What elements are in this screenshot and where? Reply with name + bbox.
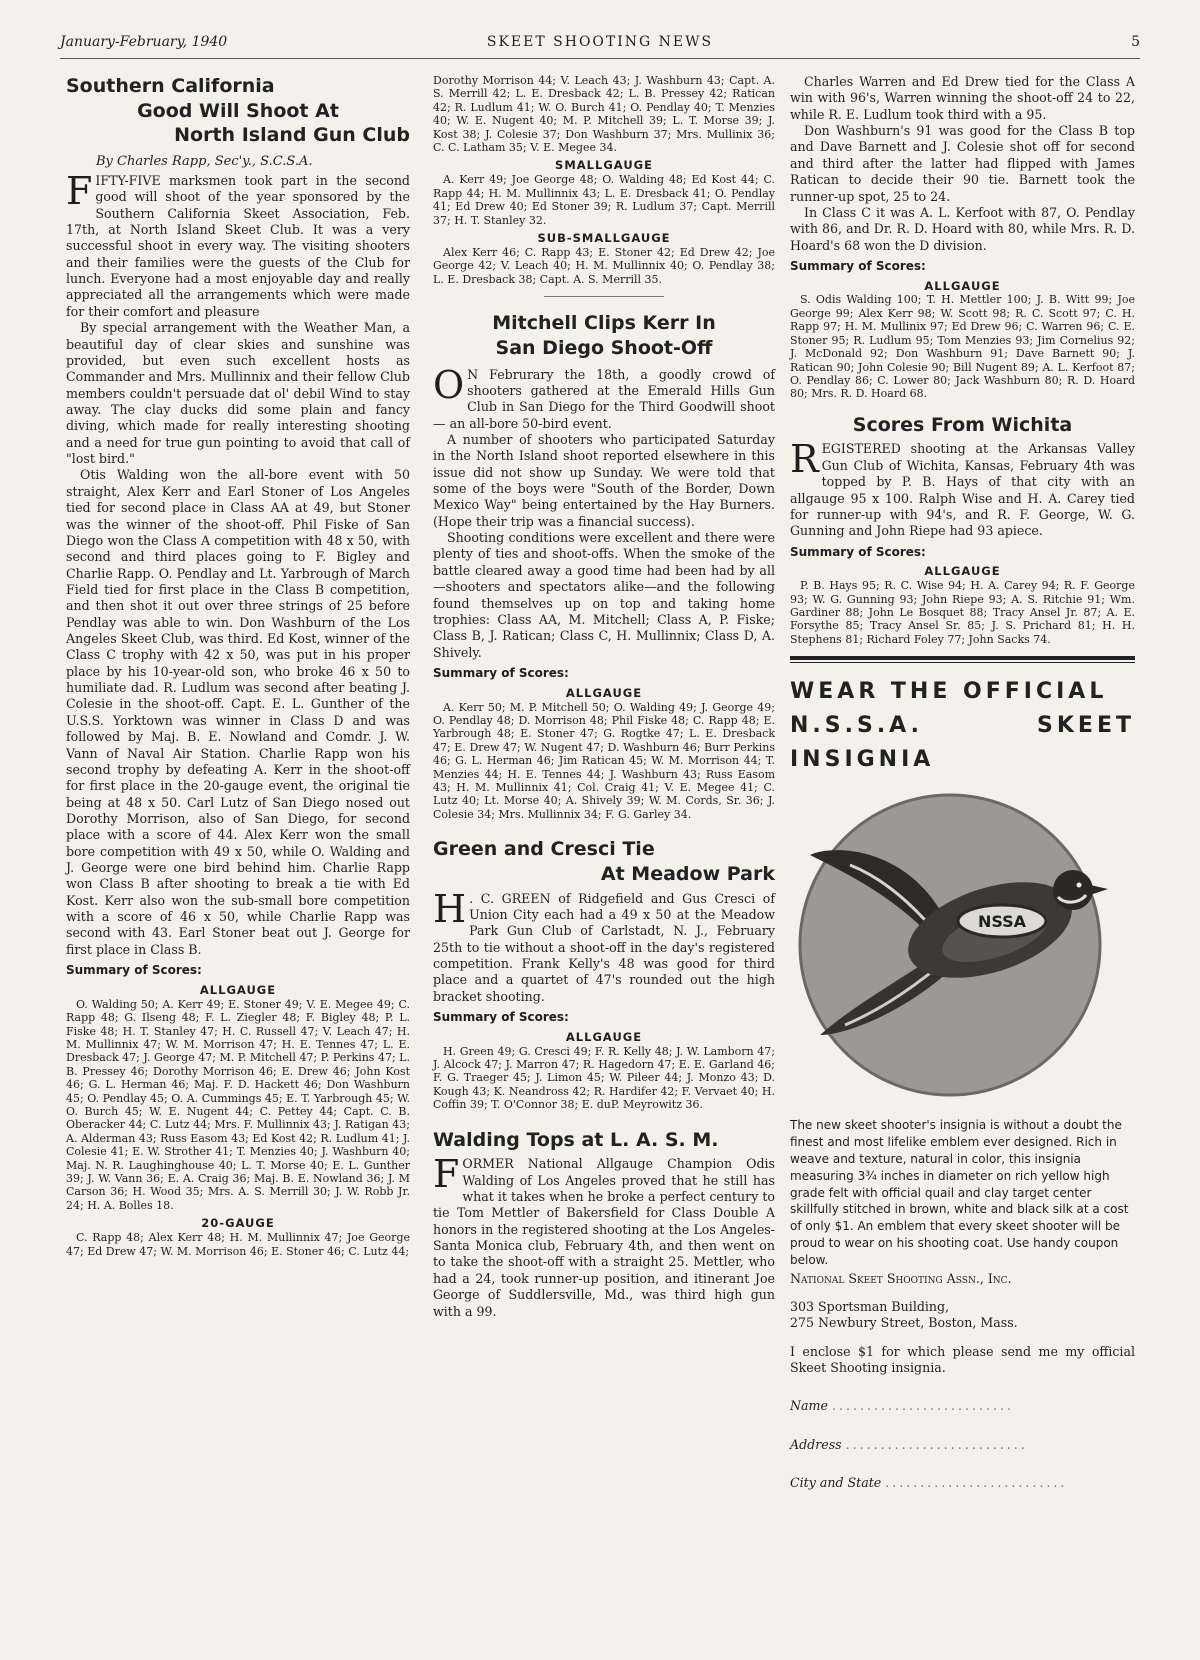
- headline-line-1: Mitchell Clips Kerr In: [492, 312, 716, 335]
- article-paragraph: [433, 362, 775, 432]
- article-wichita-headline: Scores From Wichita: [852, 413, 1073, 436]
- summary-heading: Summary of Scores:: [790, 258, 926, 273]
- lead-caps: IFTY-FIVE: [95, 172, 161, 188]
- lead-caps: EGISTERED: [821, 441, 901, 457]
- column-2: [433, 74, 775, 1320]
- field-dots: ..........................: [831, 1398, 1015, 1414]
- article-paragraph: [433, 1152, 775, 1320]
- page-header: [60, 34, 1140, 56]
- score-list: P. B. Hays 95; R. C. Wise 94; H. A. Carey 94; R. F. George 93; W. G. Gunning 93; John Riepe 93; A. S. Ritchie 91; Wm. Gardiner 88; John Le Bosquet 88; Tracy Ansel Jr. 87; A. E. Forsythe 85; Tracy Ansel Sr. 85; J. S. Prichard 81; H. H. Stephens 81; Richard Foley 77; John Sacks 74.: [790, 579, 1135, 646]
- coupon-name-field[interactable]: [790, 1398, 1135, 1414]
- issue-date: January-February, 1940: [60, 34, 228, 50]
- column-3: [790, 74, 1135, 1491]
- quail-emblem-icon: [790, 785, 1135, 1105]
- article-paragraph: Charles Warren and Ed Drew tied for the Class A win with 96's, Warren winning the shoot-off 24 to 22, while R. E. Ludlum took third with a 95.: [790, 74, 1135, 122]
- publication-name: SKEET SHOOTING NEWS: [486, 34, 714, 50]
- article-paragraph: In Class C it was A. L. Kerfoot with 87, O. Pendlay with 86, and Dr. R. D. Hoard with 80, while Mrs. R. D. Hoard's 68 won the D division.: [790, 204, 1135, 253]
- category-label: ALLGAUGE: [924, 564, 1001, 579]
- ad-organization: National Skeet Shooting Assn., Inc.: [790, 1270, 1012, 1286]
- category-label: ALLGAUGE: [199, 982, 277, 997]
- headline-line-1: Southern California: [66, 75, 275, 97]
- paragraph-text: marksmen took part in the second good will shoot of the year sponsored by the Southern California Skeet Association, Feb. 17th, at North Island Skeet Club. It was a very successful shoot in every way. The visiting shooters and their families were the guests of the Club for lunch. Everyone had a most enjoyable day and really appreciated all the arrangements which were made for their comfort and pleasure: [66, 172, 410, 319]
- header-rule: [60, 58, 1140, 59]
- field-dots: ..........................: [845, 1436, 1028, 1452]
- article-paragraph: A number of shooters who participated Saturday in the North Island shoot reported elsewhere in this issue did not show up Sunday. We were told that some of the boys were "South of the Border, Down Mexico Way" being entertained by the Hay Burners. (Hope their trip was a financial success).: [433, 431, 775, 529]
- score-list: H. Green 49; G. Cresci 49; F. R. Kelly 48; J. W. Lamborn 47; J. Alcock 47; J. Marron 47; R. Hagedorn 47; E. E. Garland 46; F. G. Traeger 45; J. Limon 45; W. Pileer 44; J. Monzo 43; D. Kough 43; K. Neandross 42; R. Hardifer 42; F. Vervaet 40; H. Coffin 39; T. O'Connor 38; E. duP. Meyrowitz 36.: [433, 1044, 775, 1112]
- field-label: City and State: [790, 1475, 882, 1491]
- ad-address: [790, 1299, 1135, 1332]
- score-list: Dorothy Morrison 44; V. Leach 43; J. Washburn 43; Capt. A. S. Merrill 42; L. E. Dresback 42; L. B. Pressey 42; Ratican 42; R. Ludlum 41; W. O. Burch 41; O. Pendlay 40; T. Menzies 40; W. E. Nugent 40; M. P. Mitchell 39; L. T. Morse 39; J. Kost 38; J. Colesie 37; Don Washburn 37; Mrs. Mullinix 36; C. C. Latham 35; V. E. Megee 34.: [433, 74, 775, 155]
- headline-line-1: Green and Cresci Tie: [433, 838, 655, 861]
- ad-top-rule-thin: [790, 662, 1135, 663]
- headline-line-2: San Diego Shoot-Off: [495, 336, 713, 359]
- field-label: Address: [790, 1436, 842, 1452]
- paragraph-text: shooting at the Arkansas Valley Gun Club of Wichita, Kansas, February 4th was topped by P. B. Hays of that city with an allgauge 95 x 100. Ralph Wise and H. A. Carey tied for runner-up with 94's, and R. F. George, W. G. Gunning and John Riepe had 93 apiece.: [790, 441, 1135, 539]
- summary-heading: Summary of Scores:: [433, 666, 569, 680]
- column-1: [66, 74, 410, 1258]
- article-walding-headline: Walding Tops at L. A. S. M.: [433, 1128, 719, 1151]
- paragraph-text: of Ridgefield and Gus Cresci of Union City each had a 49 x 50 at the Meadow Park Gun Club of Carlstadt, N. J., February 25th to tie without a shoot-off in the day's registered competition. Frank Kelly's 48 was good for third place and a quartet of 47's rounded out the high bracket shooting.: [433, 890, 775, 1004]
- field-dots: ..........................: [885, 1475, 1068, 1491]
- drop-cap: F: [66, 168, 93, 213]
- summary-heading: Summary of Scores:: [66, 963, 202, 978]
- category-label: SUB-SMALLGAUGE: [537, 231, 671, 245]
- paragraph-text: N Februrary the 18th, a goodly crowd of shooters gathered at the Emerald Hills Gun Club in San Diego for the Third Goodwill shoot — an all-bore 50-bird event.: [433, 366, 775, 431]
- drop-cap: H: [433, 886, 467, 931]
- coupon-address-field[interactable]: [790, 1437, 1135, 1453]
- ad-description: The new skeet shooter's insignia is without a doubt the finest and most lifelike emblem ever designed. Rich in weave and texture, natural in color, this insignia measuring 3¾ inches in diameter on rich yellow high grade felt with official quail and clay target center skillfully stitched in brown, white and black silk at a cost of only $1. An emblem that every skeet shooter will be proud to wear on his shooting coat. Use handy coupon below.: [790, 1118, 1129, 1267]
- summary-heading: Summary of Scores:: [790, 544, 926, 559]
- article-paragraph: Don Washburn's 91 was good for the Class B top and Dave Barnett and J. Colesie shot off for second and third after the latter had flipped with James Ratican to decide their 90 tie. Barnett took the runner-up spot, 25 to 24.: [790, 123, 1135, 204]
- category-label: ALLGAUGE: [565, 685, 643, 700]
- score-list: A. Kerr 49; Joe George 48; O. Walding 48; Ed Kost 44; C. Rapp 44; H. M. Mullinnix 43; L. E. Dresback 41; O. Pendlay 41; Ed Drew 40; Ed Stoner 39; R. Ludlum 37; Capt. Merrill 37; H. T. Stanley 32.: [433, 173, 775, 227]
- category-label: ALLGAUGE: [924, 278, 1001, 293]
- lead-caps: ORMER: [462, 1156, 514, 1172]
- ad-headline-line-1: WEAR THE OFFICIAL: [790, 679, 1108, 705]
- article-meadow-park-headline: [433, 837, 775, 886]
- drop-cap: F: [433, 1152, 460, 1197]
- page-number: 5: [1131, 34, 1140, 50]
- summary-heading: Summary of Scores:: [433, 1010, 569, 1025]
- headline-line-3: North Island Gun Club: [174, 124, 410, 147]
- ad-headline-line-2: N.S.S.A. SKEET INSIGNIA: [790, 713, 1135, 773]
- address-line-2: 275 Newbury Street, Boston, Mass.: [790, 1315, 1018, 1331]
- lead-caps: . C. GREEN: [469, 890, 551, 906]
- field-label: Name: [790, 1398, 828, 1414]
- article-mitchell-headline: [433, 311, 775, 360]
- category-label: 20-GAUGE: [201, 1216, 275, 1231]
- coupon-city-state-field[interactable]: [790, 1475, 1135, 1491]
- article-paragraph: [66, 168, 410, 320]
- article-paragraph: [433, 886, 775, 1006]
- score-list: A. Kerr 50; M. P. Mitchell 50; O. Walding 49; J. George 49; O. Pendlay 48; D. Morrison 48; Phil Fiske 48; C. Rapp 48; E. Yarbrough 48; E. Stoner 47; G. Rogtke 47; L. E. Dresback 47; E. Drew 47; W. Nugent 47; D. Washburn 46; Burr Perkins 46; G. L. Herman 46; Jim Ratican 45; W. M. Morrison 44; T. Menzies 44; H. E. Tennes 44; J. Washburn 43; Russ Easom 43; H. M. Mullinnix 41; Col. Craig 41; V. E. Megee 41; C. Lutz 40; Lt. Morse 40; A. Shively 39; W. M. Cords, Sr. 36; J. Colesie 34; Mrs. Mullinnix 34; F. G. Garley 34.: [433, 700, 775, 821]
- drop-cap: R: [790, 437, 819, 482]
- category-label: SMALLGAUGE: [555, 158, 653, 173]
- quail-head: [1053, 870, 1093, 910]
- insignia-badge-text: NSSA: [977, 912, 1027, 932]
- score-list: Alex Kerr 46; C. Rapp 43; E. Stoner 42; Ed Drew 42; Joe George 42; V. Leach 40; H. M. Mullinnix 40; O. Pendlay 38; L. E. Dresback 38; Capt. A. S. Merrill 35.: [433, 245, 775, 286]
- article-paragraph: By special arrangement with the Weather Man, a beautiful day of clear skies and sunshine was provided, but even such excellent hosts as Commander and Mrs. Mullinnix and their fellow Club members couldn't persuade dat ol' debil Wind to stay away. The clay ducks did some plain and fancy diving, which made for really interesting shooting and a need for true gun pointing to avoid that call of "lost bird.": [66, 320, 410, 467]
- address-line-1: 303 Sportsman Building,: [790, 1298, 950, 1314]
- drop-cap: O: [433, 362, 465, 407]
- ad-headline: [790, 675, 1135, 777]
- article-north-island-headline: [66, 74, 410, 148]
- headline-line-2: Good Will Shoot At: [137, 99, 339, 122]
- score-list: O. Walding 50; A. Kerr 49; E. Stoner 49; V. E. Megee 49; C. Rapp 48; G. Ilseng 48; F. L. Ziegler 48; F. Bigley 48; P. L. Fiske 48; H. T. Stanley 47; H. C. Russell 47; V. Leach 47; H. M. Mullinnix 47; W. M. Morrison 47; H. E. Tennes 47; L. E. Dresback 47; J. George 47; M. P. Mitchell 47; P. Perkins 47; L. B. Pressey 46; Dorothy Morrison 46; E. Drew 46; John Kost 46; G. L. Herman 46; Maj. F. D. Hackett 46; Don Washburn 45; O. Pendlay 45; O. A. Cummings 45; E. T. Yarbrough 45; W. O. Burch 45; W. E. Nugent 44; C. Pettey 44; Capt. C. B. Oberacker 44; C. Lutz 44; Mrs. F. Mullinnix 43; J. Ratigan 43; A. Alderman 43; Russ Easom 43; Ed Kost 42; R. Ludlum 41; J. Colesie 41; E. W. Strother 41; T. Menzies 40; J. Washburn 40; Maj. N. R. Laughinghouse 40; L. T. Morse 40; E. L. Gunther 39; J. W. Vann 36; E. A. Craig 36; Maj. B. E. Nowland 36; J. M Carson 36; H. Wood 35; Mrs. A. S. Merrill 30; J. W. Robb Jr. 24; H. A. Bolles 18.: [66, 997, 410, 1212]
- ad-top-rule: [790, 656, 1135, 660]
- score-list: C. Rapp 48; Alex Kerr 48; H. M. Mullinnix 47; Joe George 47; Ed Drew 47; W. M. Morrison 46; E. Stoner 46; C. Lutz 44;: [66, 1231, 410, 1258]
- byline: By Charles Rapp, Sec'y., S.C.S.A.: [96, 154, 313, 170]
- category-label: ALLGAUGE: [565, 1029, 643, 1044]
- section-divider: [544, 296, 664, 297]
- article-paragraph: Shooting conditions were excellent and there were plenty of ties and shoot-offs. When the smoke of the battle cleared away a good time had been had by all—shooters and spectators alike—and the following found themselves up on top and taking home trophies: Class AA, M. Mitchell; Class A, P. Fiske; Class B, J. Ratican; Class C, H. Mullinnix; Class D, A. Shively.: [433, 530, 775, 660]
- article-paragraph: [790, 437, 1135, 539]
- headline-line-2: At Meadow Park: [600, 862, 775, 885]
- paragraph-text: National Allgauge Champion Odis Walding of Los Angeles proved that he still has what it takes when he broke a perfect century to tie Tom Mettler of Bakersfield for Class Double A honors in the registered shooting at the Los Angeles-Santa Monica club, February 4th, and then went on to take the shoot-off with a straight 25. Mettler, who had a 24, took runner-up position, and itinerant Joe George of Suddlersville, Md., was third high gun with a 99.: [433, 1156, 775, 1319]
- coupon-text: I enclose $1 for which please send me my official Skeet Shooting insignia.: [790, 1343, 1135, 1376]
- score-list: S. Odis Walding 100; T. H. Mettler 100; J. B. Witt 99; Joe George 99; Alex Kerr 98; W. Scott 98; R. C. Scott 97; C. H. Rapp 97; H. M. Mullinix 97; Ed Drew 96; C. Warren 96; C. E. Stoner 95; R. Ludlum 95; Tom Menzies 93; Jim Cornelius 92; J. McDonald 92; Don Washburn 91; Dave Barnett 90; J. Ratican 90; John Colesie 90; Bill Nugent 89; A. L. Kerfoot 87; O. Pendlay 86; C. Lower 80; Jack Washburn 80; R. D. Hoard 80; Mrs. R. D. Hoard 68.: [790, 293, 1135, 401]
- article-paragraph: Otis Walding won the all-bore event with 50 straight, Alex Kerr and Earl Stoner of Los Angeles tied for second place in Class AA at 49, but Stoner was the winner of the shoot-off. Phil Fiske of San Diego won the Class A competition with 48 x 50, with second and third places going to F. Bigley and Charlie Rapp. O. Pendlay and Lt. Yarbrough of March Field tied for first place in the Class B competition, and then shot it out over three strings of 25 before Pendlay was able to win. Don Washburn of the Los Angeles Skeet Club, was third. Ed Kost, winner of the Class C trophy with 42 x 50, was put in his proper place by his 10-year-old son, who broke 46 x 50 to humiliate dad. R. Ludlum was second after beating J. Colesie in the shoot-off. Capt. E. L. Gunther of the U.S.S. Yorktown was winner in Class D and was followed by Maj. B. E. Nowland and Comdr. J. W. Vann of Naval Air Station. Charlie Rapp won his second trophy by defeating A. Kerr in the shoot-off for first place in the 20-gauge event, the original tie being at 48 x 50. Carl Lutz of San Diego nosed out Dorothy Morrison, also of San Diego, for second place with a score of 44. Alex Kerr won the small bore competition with 49 x 50, while O. Walding and J. George were one bird behind him. Charlie Rapp won Class B after shooting to break a tie with Ed Kost. Kerr also won the sub-small bore competition with a score of 46 x 50, while Charlie Rapp was second with 43. Earl Stoner beat out J. George for first place in Class B.: [66, 467, 410, 957]
